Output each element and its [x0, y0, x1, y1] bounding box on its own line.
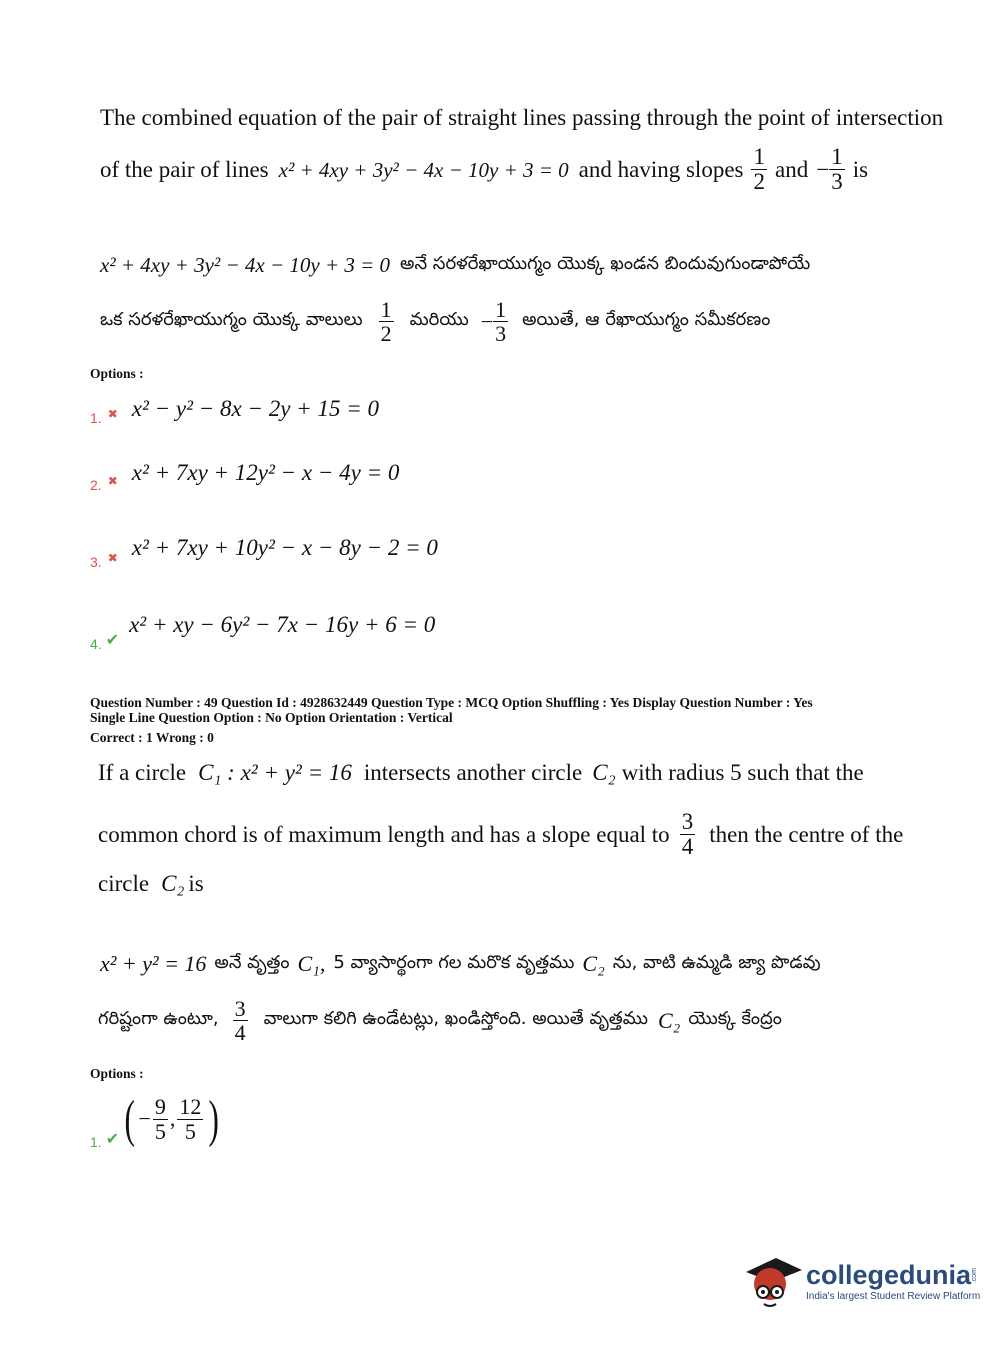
q48-stem-text: and having slopes — [578, 156, 744, 182]
q49-telugu-text: 5 వ్యాసార్థంగా గల మరొక వృత్తము — [333, 951, 575, 973]
option-text: x² + 7xy + 10y² − x − 8y − 2 = 0 — [131, 535, 438, 560]
q49-stem-text: then the centre of the — [709, 821, 904, 847]
q49-telugu-text: వాలుగా కలిగి ఉండేటట్లు, ఖండిస్తోంది. అయితే వృత్తము — [263, 1008, 648, 1030]
q49-telugu-line2 — [98, 997, 782, 1044]
q49-stem-text: is — [188, 871, 204, 896]
logo-wordmark: collegedunia — [806, 1260, 972, 1290]
wrong-icon: ✖ — [107, 551, 118, 565]
q48-telugu-text: మరియు — [409, 309, 469, 331]
q49-telugu-c1: C₁, — [297, 951, 326, 976]
option-number: 1. — [90, 1134, 102, 1150]
q48-telugu-text: అనే సరళరేఖాయుగ్మం యొక్క ఖండన బిందువుగుండాపోయే — [400, 253, 811, 274]
q48-option-3[interactable] — [90, 526, 438, 570]
q48-option-1[interactable] — [90, 392, 379, 426]
q49-telugu-text: ను, వాటి ఉమ్మడి జ్యా పొడవు — [612, 951, 821, 973]
option-text: x² − y² − 8x − 2y + 15 = 0 — [131, 396, 379, 421]
q49-c2: C₂ — [161, 871, 185, 896]
q49-stem-line2 — [98, 810, 903, 859]
q49-stem-text: intersects another circle — [363, 760, 583, 785]
q48-telugu-equation: x² + 4xy + 3y² − 4x − 10y + 3 = 0 — [100, 253, 391, 277]
option-minus: − — [138, 1106, 151, 1131]
q49-telugu-text: అనే వృత్తం — [214, 951, 290, 973]
q49-stem-text: common chord is of maximum length and has a slope equal to — [98, 821, 670, 847]
option-text — [121, 1090, 223, 1149]
q48-stem-line1: The combined equation of the pair of straight lines passing through the point of intersection — [100, 105, 944, 130]
q48-option-2[interactable] — [90, 453, 399, 493]
q48-stem-text: is — [852, 156, 869, 182]
left-paren: ( — [124, 1090, 135, 1148]
question-meta-score: Correct : 1 Wrong : 0 — [90, 730, 214, 745]
question-meta-line1: Question Number : 49 Question Id : 4928632449 Question Type : MCQ Option Shuffling : Yes Display Question Number : Yes — [90, 695, 813, 710]
logo-suffix: .com — [971, 1268, 979, 1284]
q49-telugu-equation: x² + y² = 16 — [100, 951, 207, 976]
option-number: 1. — [90, 410, 102, 426]
q49-telugu-c2: C₂ — [582, 951, 605, 976]
q48-minus: − — [816, 156, 830, 182]
q48-telugu-text: అయితే, ఆ రేఖాయుగ్మం సమీకరణం — [522, 309, 771, 331]
q49-telugu-text: గరిష్టంగా ఉంటూ, — [98, 1008, 219, 1030]
comma: , — [169, 1106, 176, 1131]
q49-c1-equation: C₁ : x² + y² = 16 — [198, 760, 352, 785]
wrong-icon: ✖ — [107, 407, 118, 421]
option-fraction-y: $\frac{12}{5}$ — [179, 1094, 202, 1144]
q48-telugu-line2 — [100, 298, 770, 345]
q48-stem-line2 — [100, 145, 868, 194]
option-fraction-x: $\frac{9}{5}$ — [154, 1094, 166, 1144]
q49-stem-line3 — [98, 869, 204, 899]
q49-slope-fraction: $\frac{3}{4}$ — [681, 809, 694, 860]
q48-option-4[interactable] — [90, 598, 435, 652]
q49-options-label: Options : — [90, 1066, 144, 1081]
q49-stem-line1 — [98, 758, 864, 788]
q48-telugu-text: ఒక సరళరేఖాయుగ్మం యొక్క వాలులు — [100, 309, 363, 331]
correct-check-icon: ✔ — [105, 632, 120, 649]
question-meta-line2: Single Line Question Option : No Option Orientation : Vertical — [90, 710, 453, 725]
q49-stem-text: with radius 5 such that the — [621, 760, 864, 785]
q49-c2: C₂ — [592, 760, 616, 785]
q49-telugu-fraction: $\frac{3}{4}$ — [234, 996, 246, 1046]
q48-slope1-fraction: $\frac{1}{2}$ — [753, 144, 765, 195]
collegedunia-logo[interactable] — [742, 1250, 980, 1312]
q48-stem-text: and — [774, 156, 809, 182]
q49-stem-text: circle — [98, 871, 150, 896]
wrong-icon: ✖ — [107, 474, 118, 488]
q49-telugu-text: యొక్క కేంద్రం — [688, 1008, 782, 1030]
q48-telugu-fraction2: $\frac{1}{3}$ — [495, 297, 507, 347]
option-number: 4. — [90, 636, 102, 652]
q48-slope2-fraction: $\frac{1}{3}$ — [831, 144, 843, 195]
logo-tagline: India's largest Student Review Platform — [806, 1291, 981, 1302]
q48-telugu-line1 — [100, 253, 810, 278]
option-text: x² + xy − 6y² − 7x − 16y + 6 = 0 — [129, 612, 436, 637]
q48-equation: x² + 4xy + 3y² − 4x − 10y + 3 = 0 — [278, 157, 569, 182]
q49-option-1[interactable] — [90, 1088, 223, 1150]
option-number: 3. — [90, 554, 102, 570]
q48-telugu-minus: − — [480, 308, 494, 334]
q49-telugu-line1 — [100, 951, 821, 977]
option-number: 2. — [90, 477, 102, 493]
correct-check-icon: ✔ — [105, 1131, 120, 1148]
q48-telugu-fraction1: $\frac{1}{2}$ — [380, 297, 392, 347]
mascot-icon — [742, 1250, 804, 1312]
q48-stem-text: of the pair of lines — [100, 156, 269, 182]
q49-telugu-c2: C₂ — [657, 1007, 681, 1033]
right-paren: ) — [208, 1090, 220, 1148]
q49-stem-text: If a circle — [98, 760, 187, 785]
option-text: x² + 7xy + 12y² − x − 4y = 0 — [131, 460, 400, 485]
q48-options-label: Options : — [90, 366, 144, 381]
